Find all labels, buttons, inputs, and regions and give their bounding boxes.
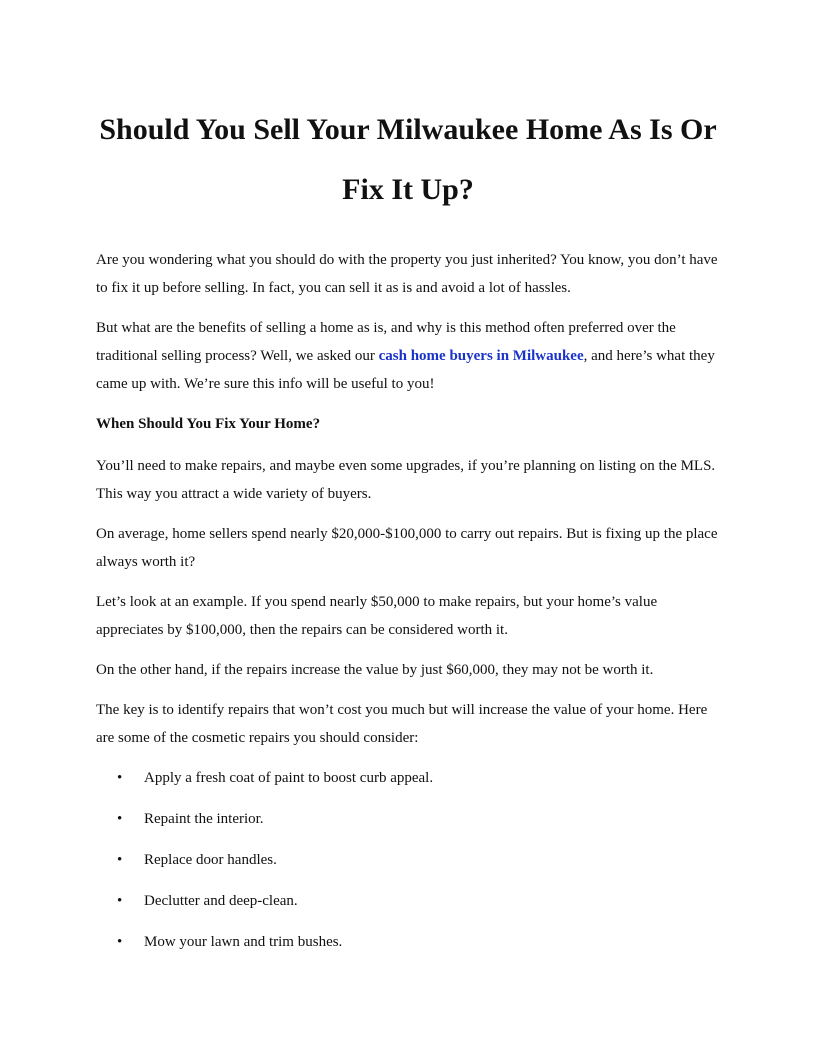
list-item — [96, 764, 720, 792]
list-item-text: Declutter and deep-clean. — [144, 893, 298, 909]
section-heading: When Should You Fix Your Home? — [96, 416, 321, 432]
other-hand-paragraph: On the other hand, if the repairs increase the value by just $60,000, they may not be worth it. — [96, 662, 654, 678]
cosmetic-repairs-list — [96, 764, 720, 956]
intro-paragraph: Are you wondering what you should do with the property you just inherited? You know, you don’t have to fix it up before selling. In fact, you can sell it as is and avoid a lot of hassles. — [96, 252, 718, 296]
page-title: Should You Sell Your Milwaukee Home As Is Or Fix It Up? — [99, 113, 717, 206]
repairs-paragraph: You’ll need to make repairs, and maybe even some upgrades, if you’re planning on listing on the MLS. This way you attract a wide variety of buyers. — [96, 458, 716, 502]
example-paragraph: Let’s look at an example. If you spend nearly $50,000 to make repairs, but your home’s value appreciates by $100,000, then the repairs can be considered worth it. — [96, 594, 658, 638]
average-cost-paragraph: On average, home sellers spend nearly $20,000-$100,000 to carry out repairs. But is fixing up the place always worth it? — [96, 526, 718, 570]
list-item-text: Replace door handles. — [144, 852, 277, 868]
list-item — [96, 846, 720, 874]
list-item-text: Mow your lawn and trim bushes. — [144, 934, 343, 950]
key-paragraph: The key is to identify repairs that won’t cost you much but will increase the value of your home. Here are some of the cosmetic repairs you should consider: — [96, 702, 708, 746]
list-item — [96, 887, 720, 915]
list-item — [96, 928, 720, 956]
bullet-icon: • — [117, 934, 123, 950]
bullet-icon: • — [117, 811, 123, 827]
benefits-text-end: , and here’s what they came up with. We’re sure this info will be useful to you! — [96, 348, 715, 392]
bullet-icon: • — [117, 852, 123, 868]
document-page — [96, 100, 720, 969]
article-body — [96, 246, 720, 956]
benefits-paragraph — [96, 314, 720, 398]
list-item-text: Repaint the interior. — [144, 811, 264, 827]
list-item — [96, 805, 720, 833]
bullet-icon: • — [117, 770, 123, 786]
benefits-text-start: But what are the benefits of selling a home as is, and why is this method often preferred over the traditional selling process? Well, we asked our — [96, 320, 676, 364]
list-item-text: Apply a fresh coat of paint to boost curb appeal. — [144, 770, 434, 786]
bullet-icon: • — [117, 893, 123, 909]
cash-home-buyers-link[interactable]: cash home buyers in Milwaukee — [378, 348, 584, 364]
